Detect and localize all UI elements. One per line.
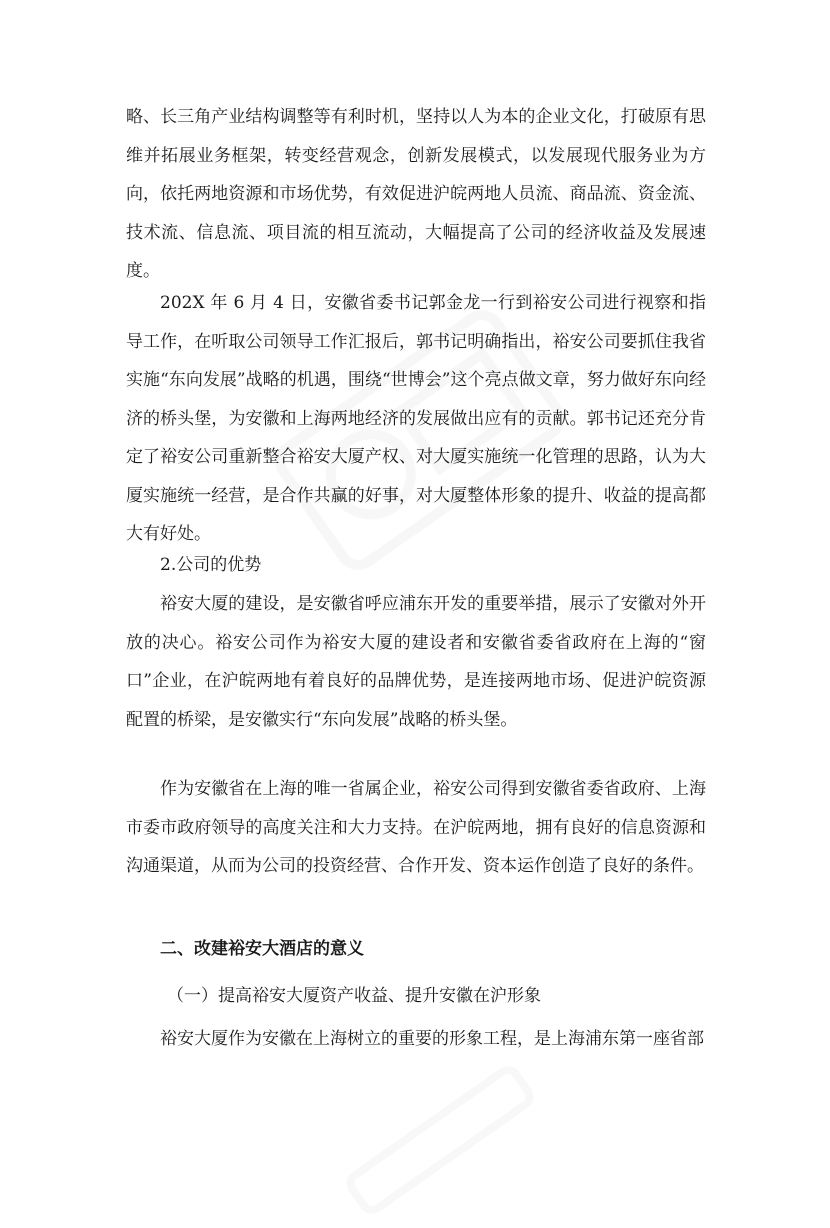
paragraph-provincial-enterprise: 作为安徽省在上海的唯一省属企业，裕安公司得到安徽省委省政府、上海市委市政府领导的高度关注和大力支持。在沪皖两地，拥有良好的信息资源和沟通渠道，从而为公司的投资经营、合作开发、资本运作创造了良好的条件。 xyxy=(126,779,706,876)
watermark-fragment-icon xyxy=(333,1052,548,1227)
paragraph-image-project: 裕安大厦作为安徽在上海树立的重要的形象工程，是上海浦东第一座省部 xyxy=(160,1029,704,1049)
paragraph-strategy: 略、长三角产业结构调整等有利时机，坚持以人为本的企业文化，打破原有思维并拓展业务框架，转变经营观念，创新发展模式，以发展现代服务业为方向，依托两地资源和市场优势，有效促进沪皖两地人员流、商品流、资金流、技术流、信息流、项目流的相互流动，大幅提高了公司的经济收益及发展速度。 xyxy=(126,107,706,281)
paragraph-inspection: 202X 年 6 月 4 日，安徽省委书记郭金龙一行到裕安公司进行视察和指导工作，在听取公司领导工作汇报后，郭书记明确指出，裕安公司要抓住我省实施“东向发展”战略的机遇，围绕“世博会”这个亮点做文章，努力做好东向经济的桥头堡，为安徽和上海两地经济的发展做出应有的贡献。郭书记还充分肯定了裕安公司重新整合裕安大厦产权、对大厦实施统一化管理的思路，认为大厦实施统一经营，是合作共赢的好事，对大厦整体形象的提升、收益的提高都大有好处。 xyxy=(126,293,706,544)
heading-company-advantage: 2.公司的优势 xyxy=(160,555,262,575)
section-heading-hotel-significance: 二、改建裕安大酒店的意义 xyxy=(160,939,364,959)
subsection-heading-asset-income: （一）提高裕安大厦资产收益、提升安徽在沪形象 xyxy=(167,986,541,1006)
paragraph-building-significance: 裕安大厦的建设，是安徽省呼应浦东开发的重要举措，展示了安徽对外开放的决心。裕安公司作为裕安大厦的建设者和安徽省委省政府在上海的“窗口”企业，在沪皖两地有着良好的品牌优势，是连接两地市场、促进沪皖资源配置的桥梁，是安徽实行“东向发展”战略的桥头堡。 xyxy=(126,594,706,730)
